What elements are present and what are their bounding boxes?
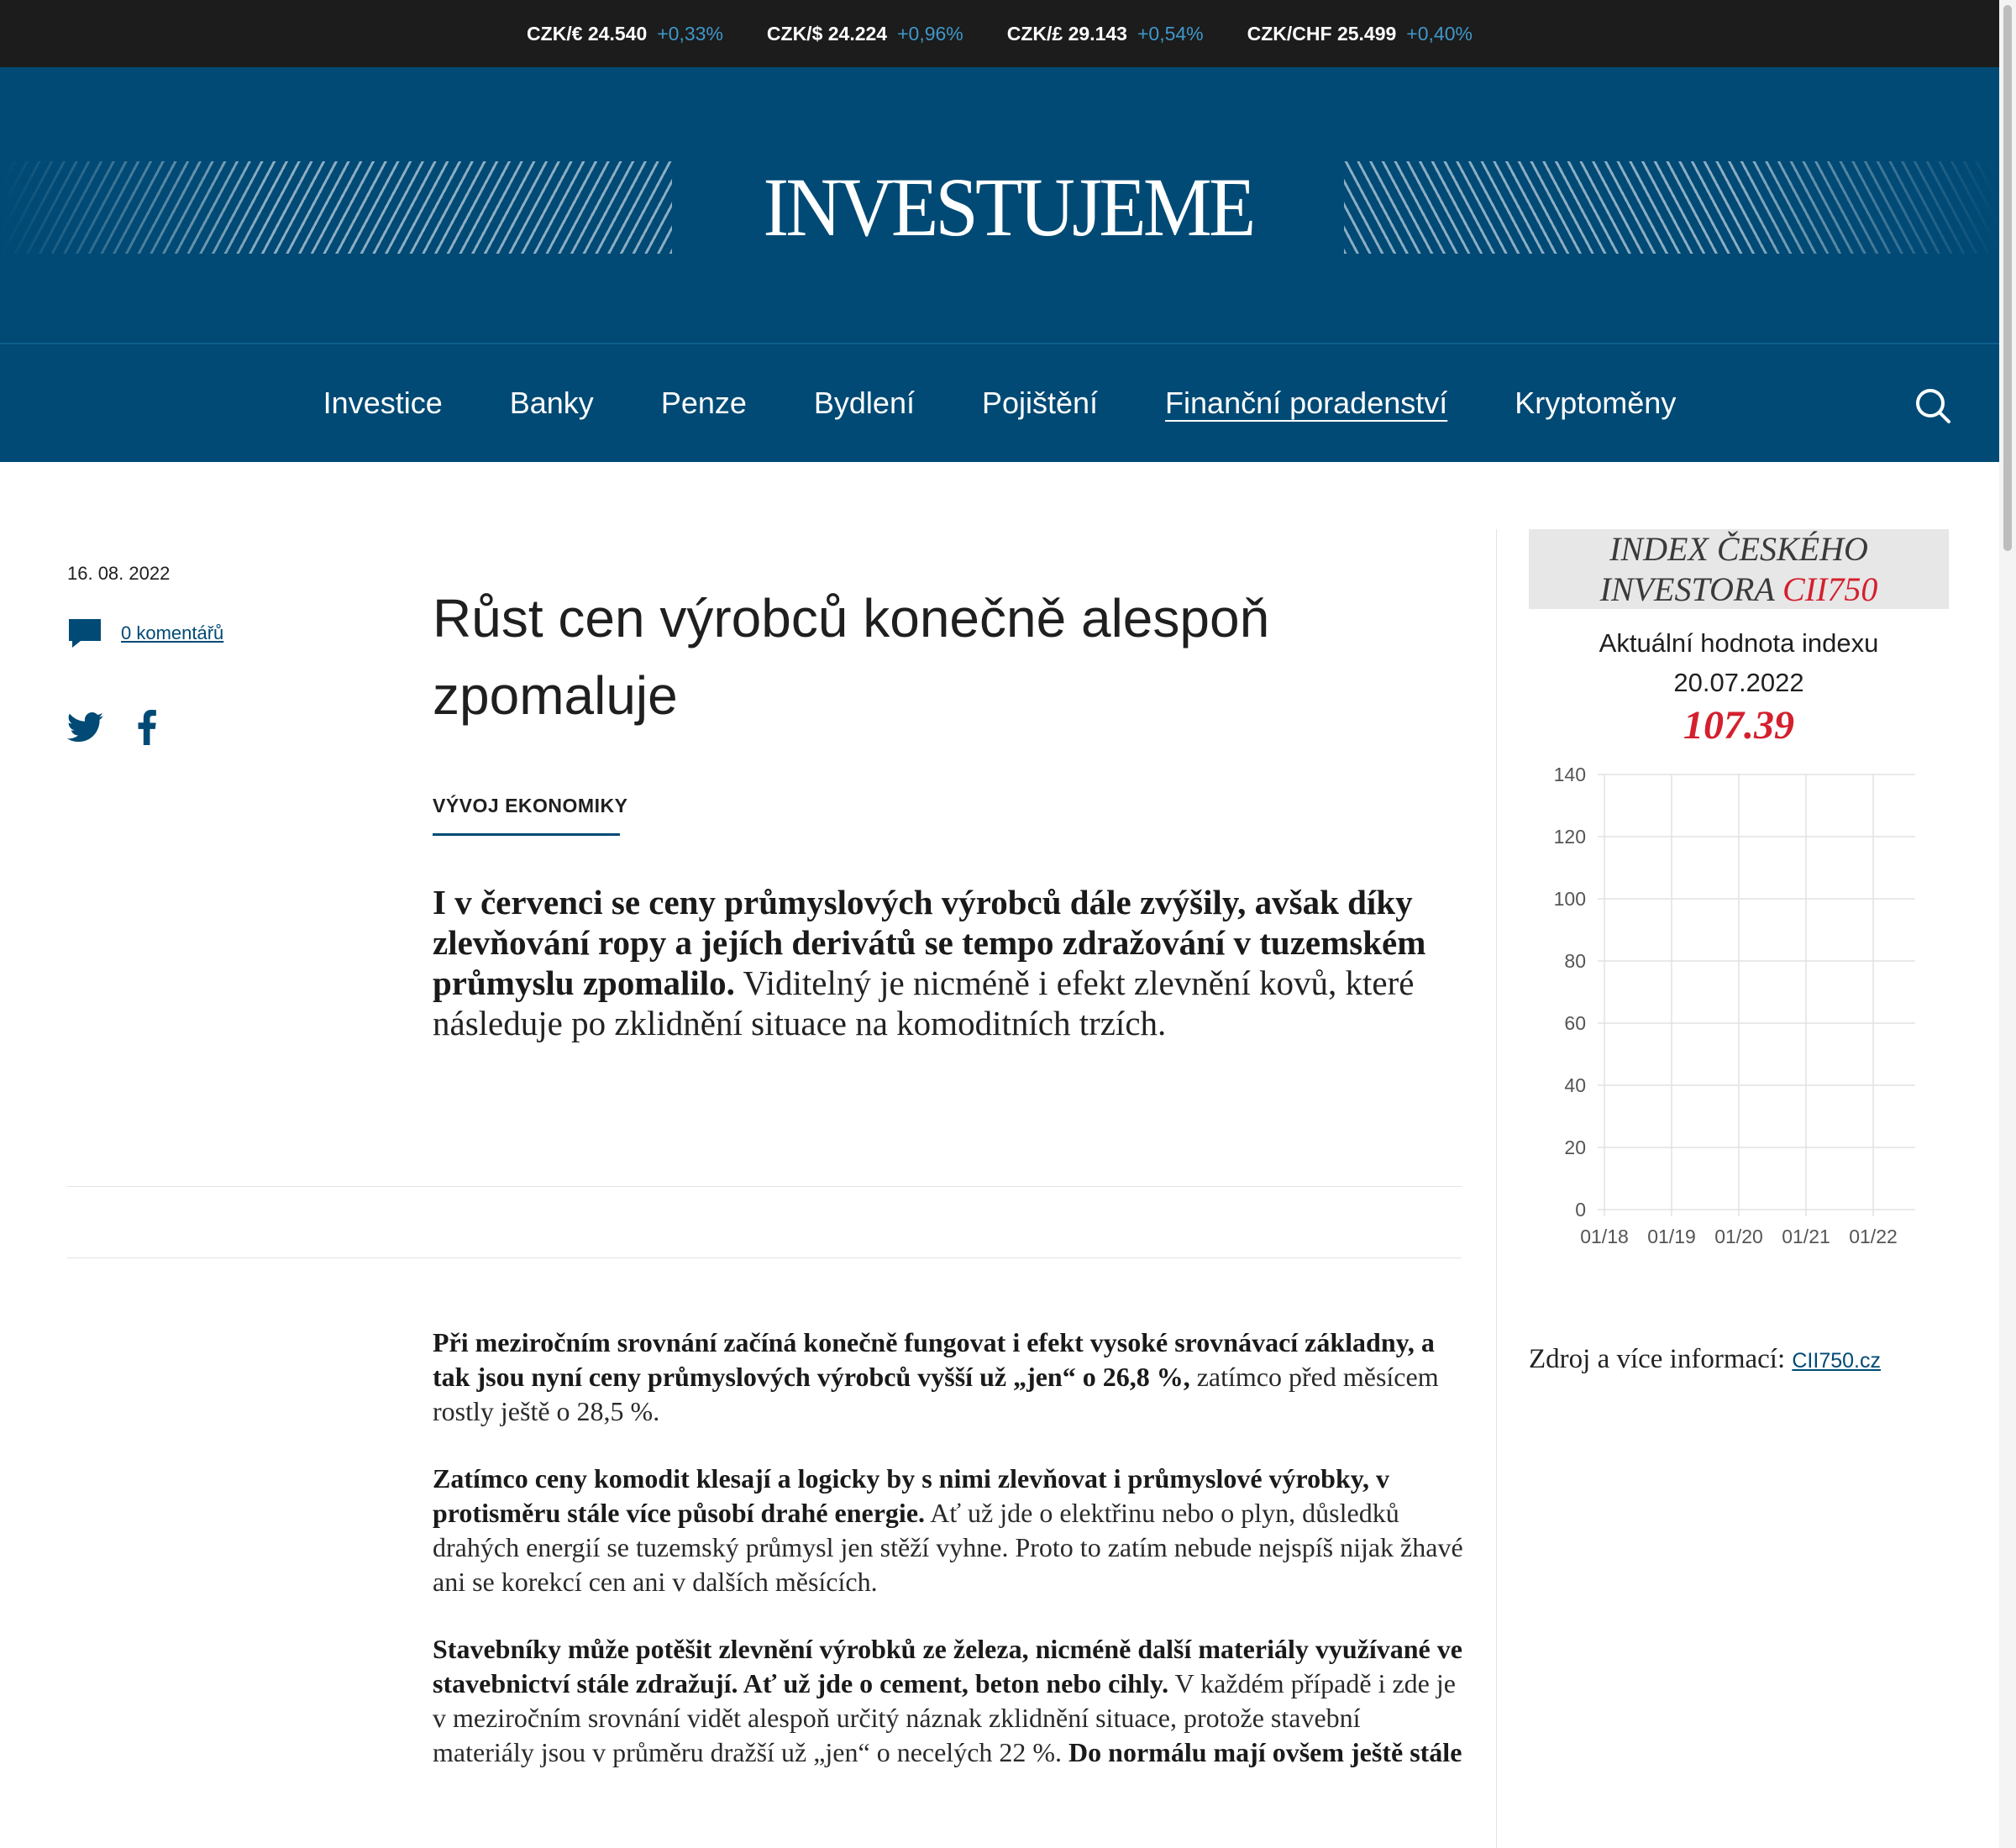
ticker-item-chf bbox=[1247, 23, 1473, 45]
index-chart bbox=[1529, 756, 1949, 1260]
article-date: 16. 08. 2022 bbox=[67, 563, 171, 584]
paragraph-text: zatímco před měsícem rostly ještě o 28,5 %. bbox=[433, 1362, 1439, 1426]
ticker-label: CZK/CHF 25.499 bbox=[1247, 22, 1397, 45]
paragraph-bold: Stavebníky může potěšit zlevnění výrobků ze železa, nicméně další materiály využívané ve stavebnictví stále zdražují. Ať už jde o cement, beton nebo cihly. bbox=[433, 1634, 1462, 1698]
chart-y-tick-label: 100 bbox=[1553, 888, 1586, 910]
chart-x-tick-label: 01/19 bbox=[1647, 1226, 1696, 1247]
index-caption: Aktuální hodnota indexu bbox=[1599, 628, 1879, 658]
index-title-line-1: INDEX ČESKÉHO bbox=[1609, 530, 1868, 568]
currency-ticker bbox=[0, 0, 1999, 67]
index-title-box bbox=[1529, 529, 1949, 609]
chart-y-tick-label: 60 bbox=[1564, 1012, 1586, 1034]
nav-item-pojisteni[interactable]: Pojištění bbox=[981, 386, 1099, 420]
scrollbar-thumb[interactable] bbox=[2003, 5, 2012, 551]
search-button[interactable] bbox=[1914, 386, 1952, 425]
nav-item-penze[interactable]: Penze bbox=[660, 386, 747, 420]
comments-link[interactable]: 0 komentářů bbox=[121, 622, 224, 643]
index-title-accent: CII750 bbox=[1782, 570, 1878, 608]
chart-y-tick-label: 40 bbox=[1564, 1074, 1586, 1096]
article-body bbox=[433, 1326, 1466, 1803]
ticker-item-gbp bbox=[1007, 23, 1204, 45]
index-value: 107.39 bbox=[1683, 703, 1794, 748]
site-logo[interactable]: INVESTUJEME bbox=[763, 160, 1253, 254]
paragraph-text: V každém případě i zde je v meziročním srovnání vidět alespoň určitý náznak zklidnění situace, protože stavební materiály jsou v průměru dražší už „jen“ o necelých 22 %. bbox=[433, 1668, 1456, 1767]
sidebar-divider bbox=[1496, 529, 1497, 1848]
perex-rest: Viditelný je nicméně i efekt zlevnění kovů, které následuje po zklidnění situace na komoditních trzích. bbox=[433, 963, 1415, 1042]
ticker-change: +0,33% bbox=[657, 22, 723, 45]
article-perex bbox=[433, 882, 1441, 1043]
comments-link-row bbox=[67, 617, 223, 649]
ticker-label: CZK/£ 29.143 bbox=[1006, 22, 1127, 45]
category-underline bbox=[433, 833, 620, 836]
source-info bbox=[1529, 1344, 1881, 1375]
comment-icon bbox=[67, 617, 102, 649]
main-nav bbox=[0, 344, 1999, 462]
ticker-change: +0,54% bbox=[1137, 22, 1204, 45]
source-label: Zdroj a více informací: bbox=[1529, 1344, 1793, 1374]
site-header bbox=[0, 67, 1999, 344]
header-stripes-right bbox=[1344, 161, 1999, 254]
facebook-icon[interactable] bbox=[136, 710, 158, 745]
source-link[interactable]: CII750.cz bbox=[1792, 1349, 1881, 1373]
nav-item-bydleni[interactable]: Bydlení bbox=[813, 386, 915, 420]
chart-y-tick-label: 0 bbox=[1575, 1199, 1586, 1221]
nav-item-kryptomeny[interactable]: Kryptoměny bbox=[1515, 386, 1677, 420]
index-date: 20.07.2022 bbox=[1673, 668, 1804, 697]
paragraph bbox=[433, 1632, 1466, 1770]
nav-items bbox=[0, 344, 1999, 462]
page-scrollbar[interactable] bbox=[1999, 0, 2016, 1848]
chart-y-tick-label: 20 bbox=[1564, 1137, 1586, 1158]
article-title: Růst cen výrobců konečně alespoň zpomaluje bbox=[433, 588, 1270, 726]
chart-y-tick-label: 120 bbox=[1553, 826, 1586, 848]
ticker-change: +0,40% bbox=[1406, 22, 1473, 45]
ticker-item-eur bbox=[527, 23, 723, 45]
ticker-label: CZK/€ 24.540 bbox=[527, 22, 648, 45]
paragraph bbox=[433, 1326, 1466, 1429]
divider-bottom bbox=[67, 1257, 1462, 1258]
share-buttons bbox=[67, 710, 158, 745]
chart-x-tick-label: 01/21 bbox=[1782, 1226, 1830, 1247]
article-category[interactable]: VÝVOJ EKONOMIKY bbox=[433, 795, 628, 816]
ticker-label: CZK/$ 24.224 bbox=[766, 22, 888, 45]
paragraph bbox=[433, 1462, 1466, 1599]
chart-x-tick-label: 01/22 bbox=[1849, 1226, 1898, 1247]
paragraph-bold: Zatímco ceny komodit klesají a logicky by s nimi zlevňovat i průmyslové výrobky, v protisměru stále více působí drahé energie. bbox=[433, 1463, 1389, 1528]
chart-x-tick-label: 01/18 bbox=[1580, 1226, 1629, 1247]
ticker-change: +0,96% bbox=[897, 22, 963, 45]
paragraph-bold: Při meziročním srovnání začíná konečně fungovat i efekt vysoké srovnávací základny, a tak jsou nyní ceny průmyslových výrobců vyšší už „jen“ o 26,8 %, bbox=[433, 1327, 1435, 1392]
paragraph-bold-tail: Do normálu mají ovšem ještě stále bbox=[1068, 1737, 1462, 1767]
nav-item-banky[interactable]: Banky bbox=[509, 386, 594, 420]
divider-top bbox=[67, 1186, 1462, 1187]
index-title-line-2 bbox=[1529, 570, 1949, 610]
header-stripes-left bbox=[0, 161, 672, 254]
perex-bold: I v červenci se ceny průmyslových výrobců dále zvýšily, avšak díky zlevňování ropy a jejích derivátů se tempo zdražování v tuzemském průmyslu zpomalilo. bbox=[433, 883, 1426, 1002]
nav-item-financni-poradenstvi[interactable]: Finanční poradenství bbox=[1165, 386, 1448, 420]
ticker-item-usd bbox=[767, 23, 963, 45]
chart-y-tick-label: 140 bbox=[1553, 764, 1586, 785]
chart-y-tick-label: 80 bbox=[1564, 950, 1586, 972]
nav-item-investice[interactable]: Investice bbox=[323, 386, 443, 420]
twitter-icon[interactable] bbox=[67, 712, 104, 743]
paragraph-text: Ať už jde o elektřinu nebo o plyn, důsledků drahých energií se tuzemský průmysl jen stěží vyhne. Proto to zatím nebude nejspíš nijak žhavé ani se korekcí cen ani v dalších měsících. bbox=[433, 1498, 1463, 1597]
chart-x-tick-label: 01/20 bbox=[1714, 1226, 1763, 1247]
search-icon bbox=[1914, 386, 1952, 425]
index-title-text: INVESTORA bbox=[1599, 570, 1783, 608]
